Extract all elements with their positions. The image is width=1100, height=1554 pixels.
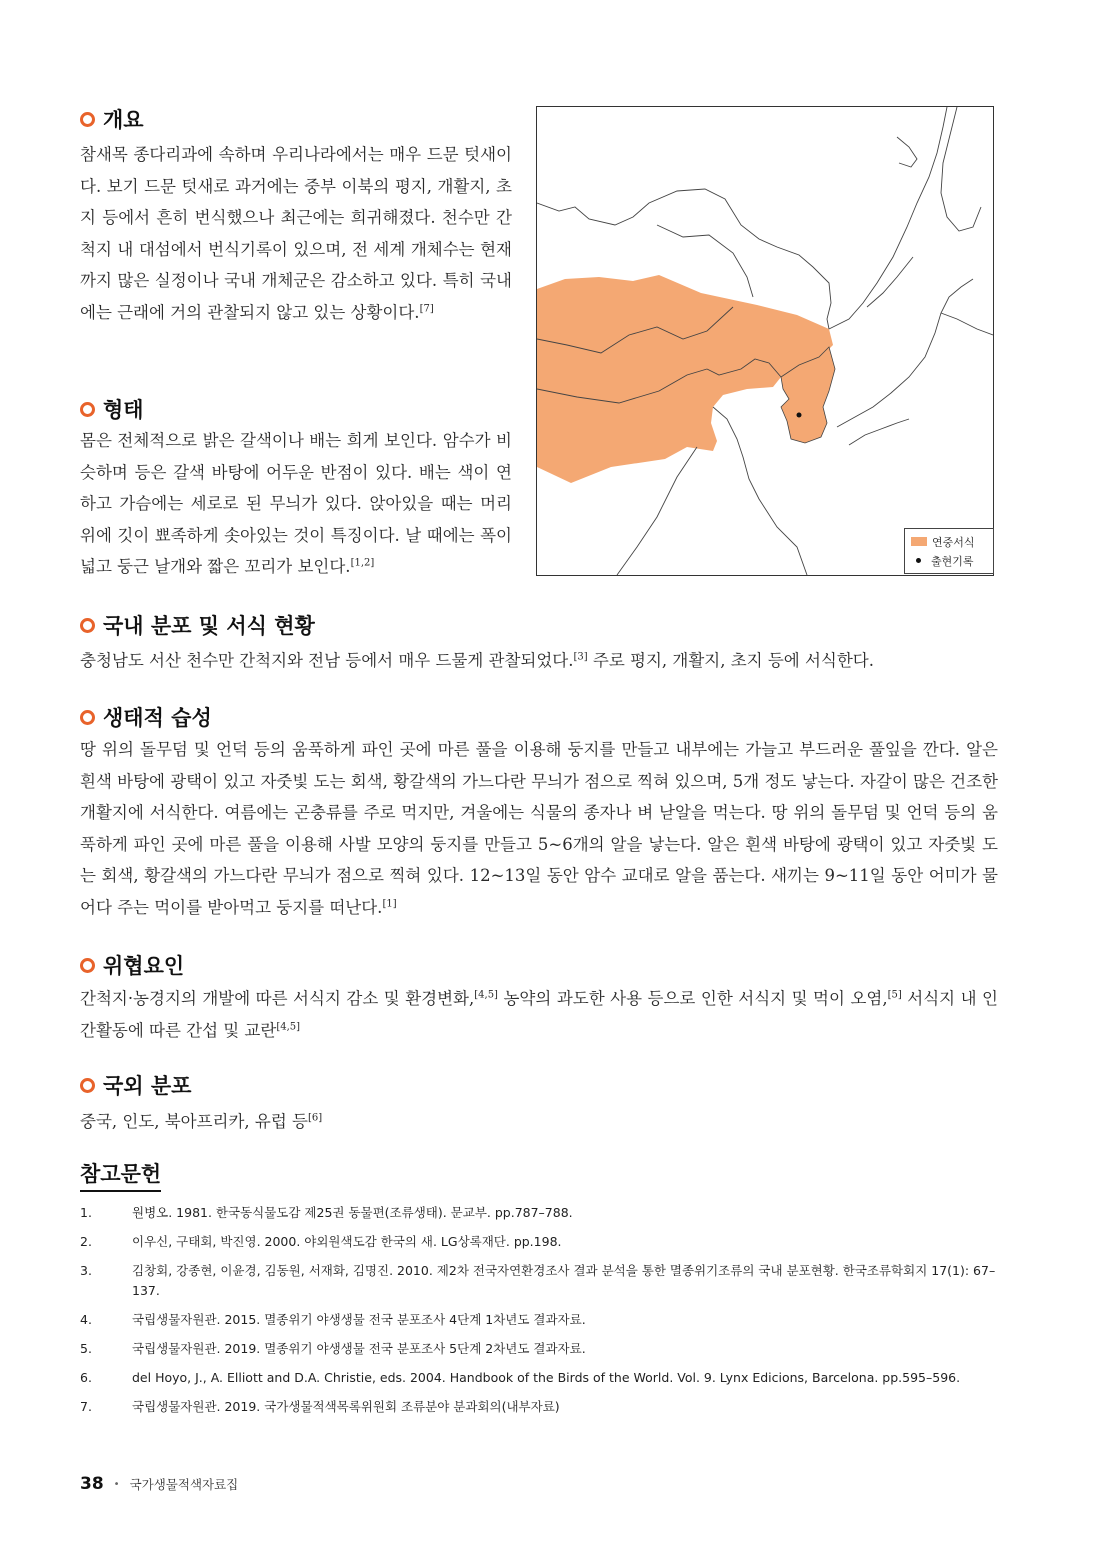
legend-record: 출현기록 bbox=[911, 551, 987, 570]
ecology-citation: [1] bbox=[382, 898, 397, 909]
legend-swatch-range bbox=[911, 537, 927, 546]
morphology-paragraph: 몸은 전체적으로 밝은 갈색이나 배는 희게 보인다. 암수가 비슷하며 등은 갈색 바탕에 어두운 반점이 있다. 배는 색이 연하고 가슴에는 세로로 된 무늬가 있다. 앉아있을 때는 머리 위에 깃이 뾰족하게 솟아있는 것이 특징이다. 날 때에는 폭이 넓고 둥근 날개와 짧은 꼬리가 보인다.[1,2] bbox=[80, 431, 512, 576]
references-list bbox=[80, 1203, 1000, 1426]
morphology-citation: [1,2] bbox=[350, 557, 375, 569]
reference-item bbox=[80, 1397, 1000, 1417]
domestic-citation: [3] bbox=[573, 651, 588, 663]
distribution-map bbox=[536, 106, 994, 576]
foreign-paragraph: 중국, 인도, 북아프리카, 유럽 등[6] bbox=[80, 1112, 323, 1131]
reference-text: 원병오. 1981. 한국동식물도감 제25권 동물편(조류생태). 문교부. pp.787–788. bbox=[132, 1205, 573, 1220]
book-title: 국가생물적색자료집 bbox=[129, 1477, 239, 1492]
section-heading-ecology: 생태적 습성 bbox=[80, 702, 212, 732]
footer-separator: • bbox=[113, 1478, 120, 1490]
section-heading-overview: 개요 bbox=[80, 104, 144, 134]
reference-number: 2. bbox=[80, 1234, 92, 1249]
section-heading-domestic: 국내 분포 및 서식 현황 bbox=[80, 610, 315, 640]
foreign-citation: [6] bbox=[307, 1112, 323, 1124]
legend-resident: 연중서식 bbox=[911, 532, 987, 551]
reference-number: 5. bbox=[80, 1341, 92, 1356]
section-heading-threats: 위협요인 bbox=[80, 950, 184, 980]
reference-text: 국립생물자원관. 2015. 멸종위기 야생생물 전국 분포조사 4단계 1차년도 결과자료. bbox=[132, 1312, 586, 1327]
reference-number: 1. bbox=[80, 1205, 92, 1220]
bullet-circle-icon bbox=[80, 1078, 95, 1093]
bullet-circle-icon bbox=[80, 112, 95, 127]
page-number: 38 bbox=[80, 1474, 104, 1494]
record-point bbox=[797, 413, 802, 418]
bullet-circle-icon bbox=[80, 618, 95, 633]
reference-item bbox=[80, 1232, 1000, 1252]
reference-text: 이우신, 구태회, 박진영. 2000. 야외원색도감 한국의 새. LG상록재단. pp.198. bbox=[132, 1234, 562, 1249]
reference-item bbox=[80, 1310, 1000, 1330]
map-legend bbox=[904, 528, 994, 574]
reference-text: 김창회, 강종현, 이윤경, 김동원, 서재화, 김명진. 2010. 제2차 전국자연환경조사 결과 분석을 통한 멸종위기조류의 국내 분포현황. 한국조류학회지 17(1): 67–137. bbox=[132, 1263, 996, 1298]
threats-citation-2: [5] bbox=[887, 989, 902, 1001]
east-asia-map-svg bbox=[537, 107, 993, 575]
page-footer bbox=[80, 1474, 238, 1494]
overview-paragraph: 참새목 종다리과에 속하며 우리나라에서는 매우 드문 텃새이다. 보기 드문 텃새로 과거에는 중부 이북의 평지, 개활지, 초지 등에서 흔히 번식했으나 최근에는 희귀해졌다. 천수만 간척지 내 대섬에서 번식기록이 있으며, 전 세계 개체수는 현재까지 많은 실정이나 국내 개체군은 감소하고 있다. 특히 국내에는 근래에 거의 관찰되지 않고 있는 상황이다.[7] bbox=[80, 145, 512, 322]
domestic-paragraph: 충청남도 서산 천수만 간척지와 전남 등에서 매우 드물게 관찰되었다.[3] 주로 평지, 개활지, 초지 등에 서식한다. bbox=[80, 651, 874, 670]
reference-text: 국립생물자원관. 2019. 멸종위기 야생생물 전국 분포조사 5단계 2차년도 결과자료. bbox=[132, 1341, 586, 1356]
reference-number: 7. bbox=[80, 1399, 92, 1414]
references-title: 참고문헌 bbox=[80, 1158, 161, 1192]
reference-item bbox=[80, 1339, 1000, 1359]
threats-citation-3: [4,5] bbox=[276, 1021, 301, 1032]
reference-item bbox=[80, 1261, 1000, 1301]
threats-citation-1: [4,5] bbox=[474, 989, 498, 1001]
reference-text: 국립생물자원관. 2019. 국가생물적색목록위원회 조류분야 분과회의(내부자료) bbox=[132, 1399, 560, 1414]
section-heading-morphology: 형태 bbox=[80, 394, 144, 424]
reference-item bbox=[80, 1203, 1000, 1223]
threats-paragraph: 간척지·농경지의 개발에 따른 서식지 감소 및 환경변화,[4,5] 농약의 과도한 사용 등으로 인한 서식지 및 먹이 오염,[5] 서식지 내 인간활동에 따른 간섭 및 교란[4,5] bbox=[80, 989, 998, 1040]
reference-item bbox=[80, 1368, 1000, 1388]
reference-number: 4. bbox=[80, 1312, 92, 1327]
reference-number: 3. bbox=[80, 1263, 92, 1278]
overview-citation: [7] bbox=[419, 303, 434, 314]
ecology-paragraph: 땅 위의 돌무덤 및 언덕 등의 움푹하게 파인 곳에 마른 풀을 이용해 둥지를 만들고 내부에는 가늘고 부드러운 풀잎을 깐다. 알은 흰색 바탕에 광택이 있고 자줏빛 도는 회색, 황갈색의 가느다란 무늬가 점으로 찍혀 있으며, 5개 정도 낳는다. 자갈이 많은 건조한 개활지에 서식한다. 여름에는 곤충류를 주로 먹지만, 겨울에는 식물의 종자나 벼 낟알을 먹는다. 땅 위의 돌무덤 및 언덕 등의 움푹하게 파인 곳에 마른 풀을 이용해 사발 모양의 둥지를 만들고 5~6개의 알을 낳는다. 알은 흰색 바탕에 광택이 있고 자줏빛 도는 회색, 황갈색의 가느다란 무늬가 점으로 찍혀 있다. 12~13일 동안 암수 교대로 알을 품는다. 새끼는 9~11일 동안 어미가 물어다 주는 먹이를 받아먹고 둥지를 떠난다.[1] bbox=[80, 740, 998, 917]
section-heading-foreign: 국외 분포 bbox=[80, 1070, 191, 1100]
reference-text: del Hoyo, J., A. Elliott and D.A. Christie, eds. 2004. Handbook of the Birds of the World. Vol. 9. Lynx Edicions, Barcelona. pp.595–596. bbox=[132, 1370, 961, 1385]
reference-number: 6. bbox=[80, 1370, 92, 1385]
bullet-circle-icon bbox=[80, 402, 95, 417]
bullet-circle-icon bbox=[80, 958, 95, 973]
bullet-circle-icon bbox=[80, 710, 95, 725]
legend-dot-icon bbox=[916, 558, 921, 563]
